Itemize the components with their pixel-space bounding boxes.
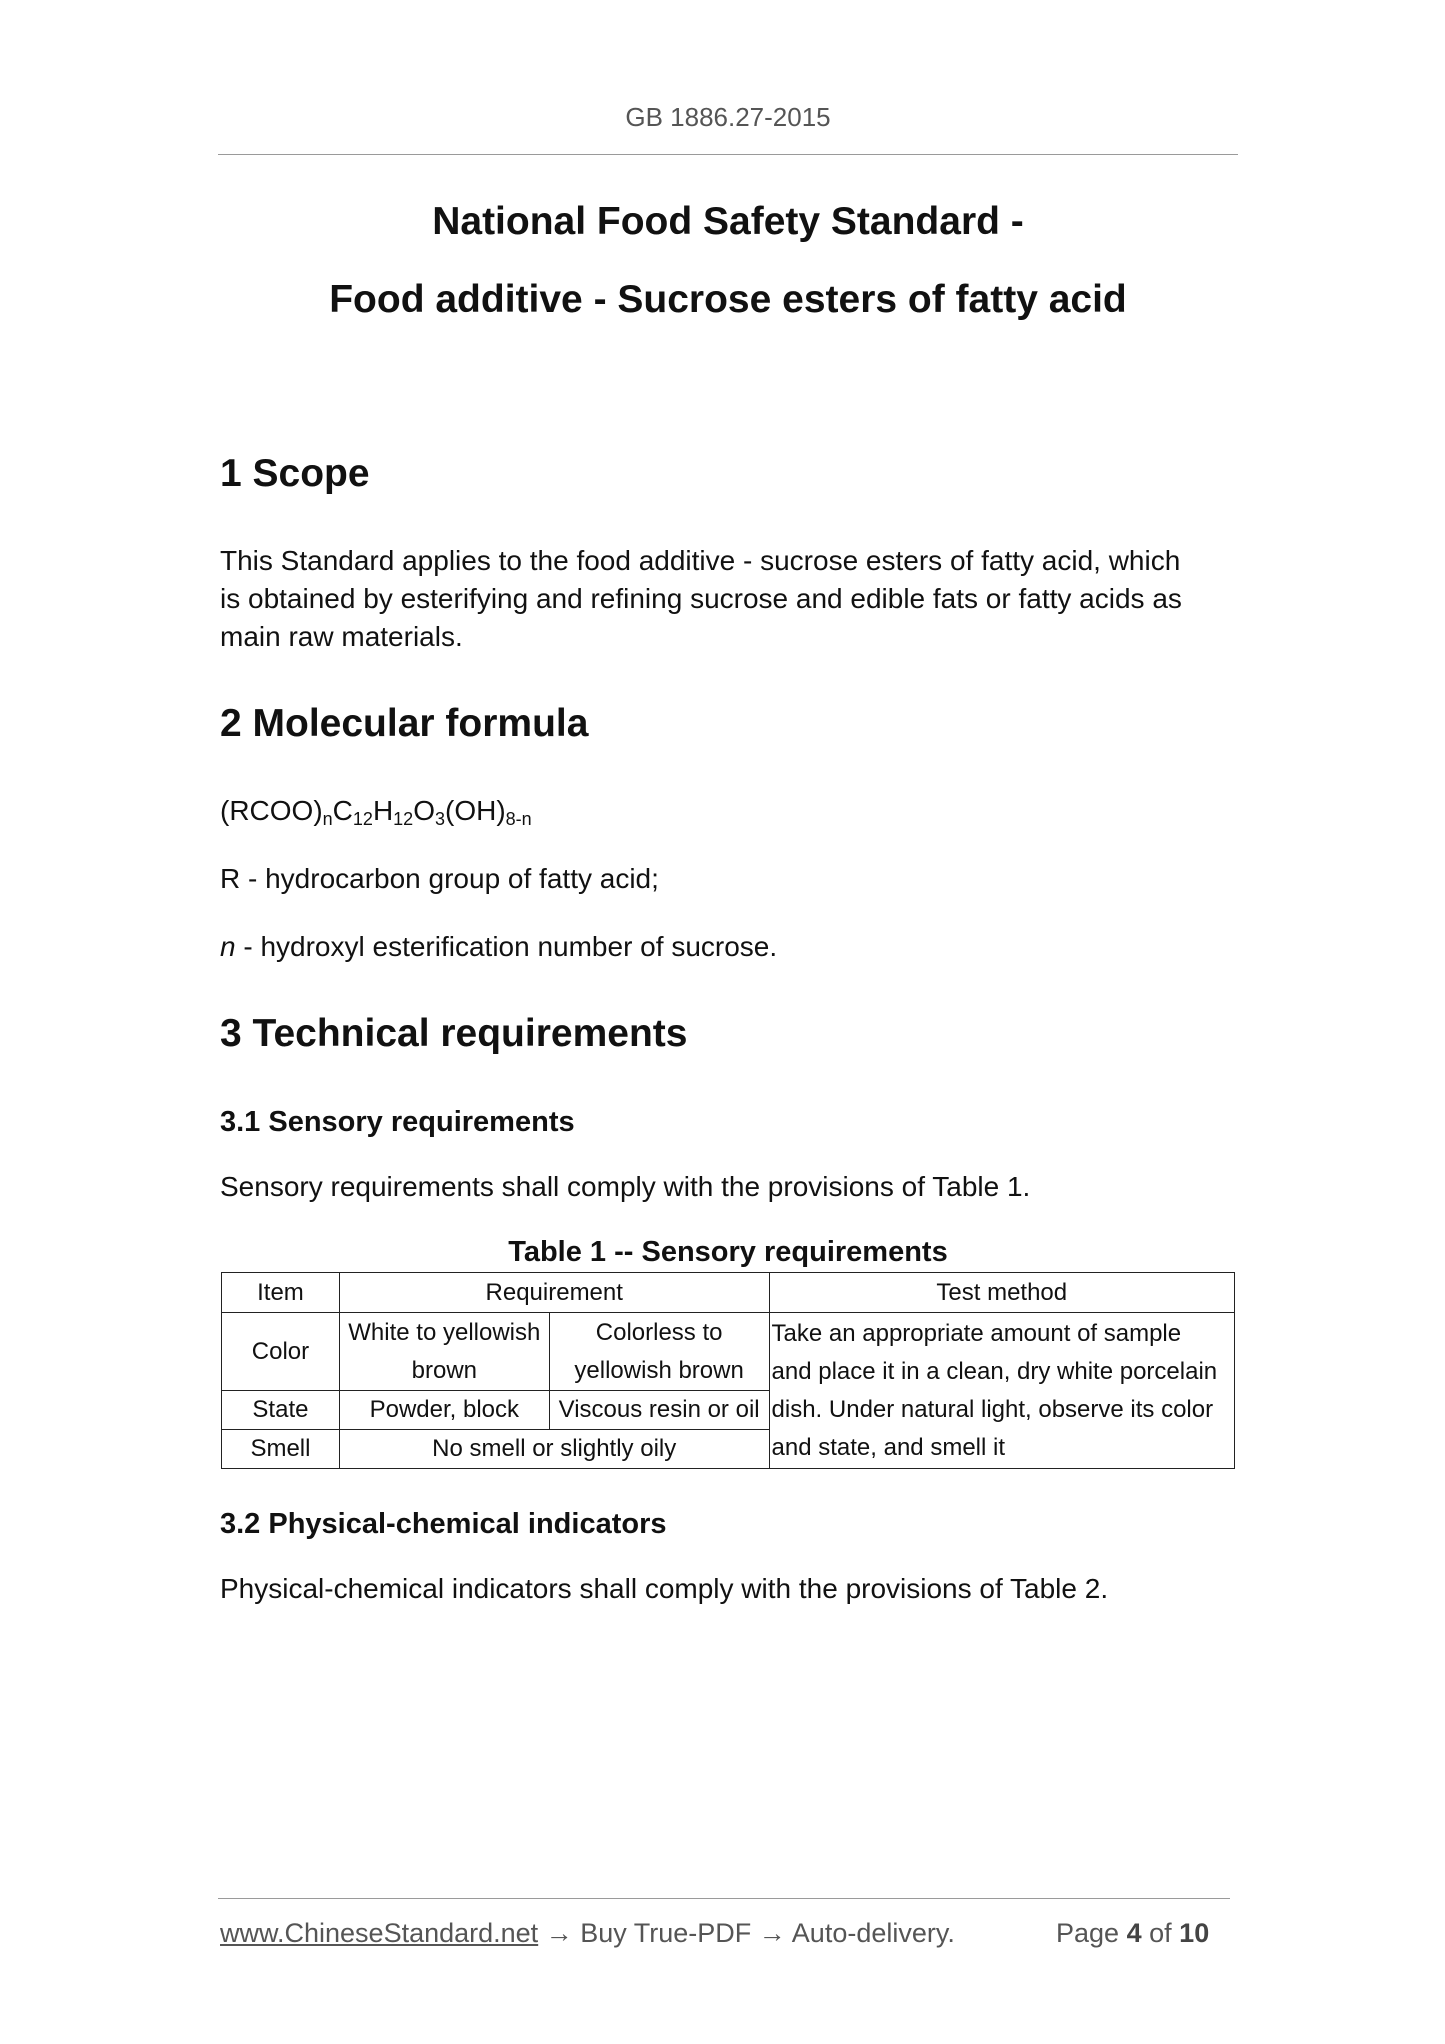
section-1-paragraph <box>220 542 1236 656</box>
section-3-1-heading: 3.1 Sensory requirements <box>220 1106 575 1138</box>
section-3-1-text: Sensory requirements shall comply with the provisions of Table 1. <box>220 1171 1031 1202</box>
test-method-cell: Take an appropriate amount of sample and place it in a clean, dry white porcelain dish. Under natural light, observe its color and state, and smell it <box>769 1313 1234 1469</box>
current-page: 4 <box>1126 1918 1142 1948</box>
table-1-caption: Table 1 -- Sensory requirements <box>508 1236 948 1268</box>
table-row-color <box>222 1313 1235 1391</box>
header-item: Item <box>222 1273 340 1313</box>
n-symbol: n <box>220 931 236 962</box>
arrow-right-icon: → <box>545 1918 573 1948</box>
table-1-sensory-requirements <box>221 1272 1235 1469</box>
scope-line-3: main raw materials. <box>220 621 463 652</box>
title-line-2: Food additive - Sucrose esters of fatty acid <box>329 278 1127 321</box>
n-definition: n - hydroxyl esterification number of sucrose. <box>220 931 778 962</box>
section-3-heading: 3 Technical requirements <box>220 1012 688 1055</box>
section-3-2-heading: 3.2 Physical-chemical indicators <box>220 1508 667 1540</box>
total-pages: 10 <box>1179 1918 1210 1948</box>
scope-line-2: is obtained by esterifying and refining sucrose and edible fats or fatty acids as <box>220 583 1182 614</box>
color-requirement-b: Colorless to yellowish brown <box>549 1313 769 1391</box>
title-line-1: National Food Safety Standard - <box>432 200 1024 243</box>
section-2-heading: 2 Molecular formula <box>220 702 589 745</box>
r-definition: R - hydrocarbon group of fatty acid; <box>220 863 659 894</box>
smell-requirement: No smell or slightly oily <box>339 1430 769 1469</box>
scope-line-1: This Standard applies to the food additive - sucrose esters of fatty acid, which <box>220 545 1181 576</box>
header-rule <box>218 154 1238 155</box>
chinesestandard-link[interactable]: www.ChineseStandard.net <box>220 1918 539 1948</box>
header-test-method: Test method <box>769 1273 1234 1313</box>
section-3-2-text: Physical-chemical indicators shall comply with the provisions of Table 2. <box>220 1573 1109 1604</box>
document-code: GB 1886.27-2015 <box>625 102 831 132</box>
arrow-right-icon: → <box>758 1918 786 1948</box>
header-requirement: Requirement <box>339 1273 769 1313</box>
item-color: Color <box>222 1313 340 1391</box>
molecular-formula: $(RCOO)_nC_{12}H_{12}O_3(OH)_{8-n}$ <box>220 795 532 829</box>
buy-true-pdf-link[interactable]: Buy True-PDF <box>580 1918 752 1948</box>
color-requirement-a: White to yellowish brown <box>339 1313 549 1391</box>
section-1-heading: 1 Scope <box>220 452 370 495</box>
state-requirement-a: Powder, block <box>339 1391 549 1430</box>
footer-rule <box>218 1898 1230 1899</box>
table-header-row <box>222 1273 1235 1313</box>
item-state: State <box>222 1391 340 1430</box>
auto-delivery-text: Auto-delivery. <box>791 1918 955 1948</box>
state-requirement-b: Viscous resin or oil <box>549 1391 769 1430</box>
item-smell: Smell <box>222 1430 340 1469</box>
page-indicator: Page 4 of 10 <box>1056 1918 1210 1948</box>
footer-links <box>220 1918 955 1949</box>
